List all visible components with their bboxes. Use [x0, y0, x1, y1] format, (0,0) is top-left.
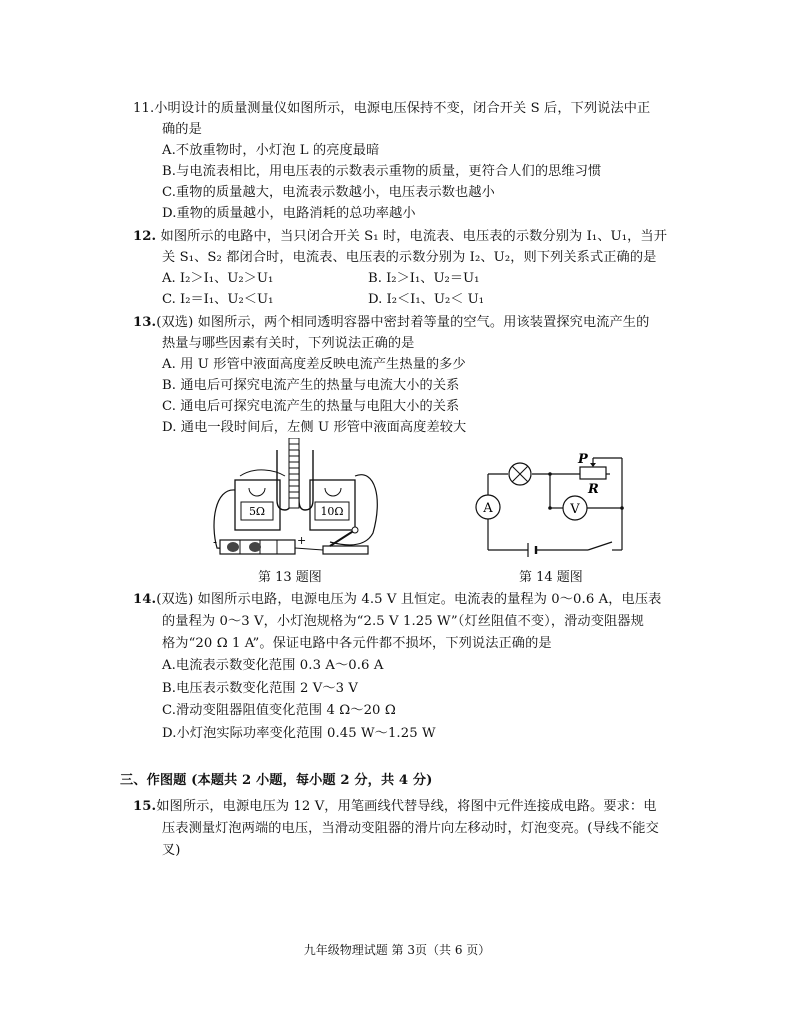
q14-option-d: D.小灯泡实际功率变化范围 0.45 W～1.25 W: [162, 726, 436, 741]
fig13-plus-sign: +: [297, 534, 307, 547]
page-footer: 九年级物理试题 第 3页（共 6 页）: [303, 943, 491, 957]
q11-option-d: D.重物的质量越小，电路消耗的总功率越小: [162, 206, 416, 221]
q14-text1: (双选) 如图所示电路，电源电压为 4.5 V 且恒定。电流表的量程为 0～0.6 A，电压表: [156, 592, 662, 607]
q12-number: 12.: [133, 229, 157, 244]
q11-line2: 确的是: [162, 122, 202, 137]
fig13-wire-top-left: [240, 470, 285, 476]
q15-number: 15.: [133, 799, 157, 814]
fig13-r2-label: 10Ω: [320, 505, 344, 518]
q12-line1: [133, 227, 667, 247]
q14-option-c: C.滑动变阻器阻值变化范围 4 Ω～20 Ω: [162, 703, 396, 718]
q15-line3: 叉): [162, 843, 181, 858]
q11-option-c: C.重物的质量越大，电流表示数越小，电压表示数也越小: [162, 185, 495, 200]
q14-line3: 格为“20 Ω 1 A”。保证电路中各元件都不损坏，下列说法正确的是: [162, 636, 552, 651]
q13-number: 13.: [133, 315, 157, 330]
q15-line1: [133, 797, 657, 817]
q13-text1: (双选) 如图所示，两个相同透明容器中密封着等量的空气。用该装置探究电流产生的: [156, 315, 650, 330]
q15-text1: 如图所示，电源电压为 12 V，用笔画线代替导线，将图中元件连接成电路。要求：电: [156, 799, 657, 814]
fig14-switch: [588, 542, 612, 550]
q11-option-b: B.与电流表相比，用电压表的示数表示重物的质量，更符合人们的思维习惯: [162, 164, 602, 179]
q14-line2: 的量程为 0～3 V，小灯泡规格为“2.5 V 1.25 W”（灯丝阻值不变），滑动变阻器规: [162, 614, 644, 629]
q13-option-c: C. 通电后可探究电流产生的热量与电阻大小的关系: [162, 399, 460, 414]
q13-option-b: B. 通电后可探究电流产生的热量与电流大小的关系: [162, 378, 460, 393]
fig13-battery-cap-2: [249, 542, 261, 552]
q11-option-a: A.不放重物时，小灯泡 L 的亮度最暗: [162, 143, 380, 158]
fig14-voltmeter-label: V: [570, 502, 580, 517]
fig14-r-label: R: [588, 482, 599, 497]
section-3-title: 三、作图题 (本题共 2 小题，每小题 2 分，共 4 分): [120, 773, 433, 788]
fig13-r1-label: 5Ω: [248, 505, 266, 518]
fig14-ammeter-label: A: [483, 501, 493, 516]
q14-option-a: A.电流表示数变化范围 0.3 A～0.6 A: [162, 658, 384, 673]
q12-option-a: A. I₂＞I₁、U₂＞U₁: [162, 271, 274, 286]
q12-text1: 如图所示的电路中，当只闭合开关 S₁ 时，电流表、电压表的示数分别为 I₁、U₁，当开: [160, 229, 668, 244]
fig13-wire-bottom: [295, 548, 323, 550]
fig13-minus-sign: -: [213, 535, 218, 549]
figure-13-apparatus: [205, 438, 385, 563]
q15-line2: 压表测量灯泡两端的电压，当滑动变阻器的滑片向左移动时，灯泡变亮。(导线不能交: [162, 821, 659, 836]
fig13-switch-base: [323, 546, 368, 554]
fig13-caption: 第 13 题图: [258, 570, 322, 585]
q13-line2: 热量与哪些因素有关时，下列说法正确的是: [162, 336, 415, 351]
fig14-caption: 第 14 题图: [519, 570, 583, 585]
fig13-battery-cap-1: [227, 542, 239, 552]
q12-line2: 关 S₁、S₂ 都闭合时，电流表、电压表的示数分别为 I₂、U₂，则下列关系式正确的是: [162, 250, 657, 265]
q14-option-b: B.电压表示数变化范围 2 V～3 V: [162, 681, 359, 696]
q12-option-c: C. I₂＝I₁、U₂＜U₁: [162, 292, 274, 307]
fig13-switch-handle: [352, 527, 358, 533]
figure-14-circuit: [470, 450, 635, 560]
q14-number: 14.: [133, 592, 157, 607]
q14-line1: [133, 590, 661, 610]
fig13-switch-blade: [330, 530, 355, 546]
q11-line1: 11.小明设计的质量测量仪如图所示，电源电压保持不变，闭合开关 S 后，下列说法中正: [133, 101, 651, 116]
q12-option-b: B. I₂＞I₁、U₂＝U₁: [368, 271, 480, 286]
fig14-p-label: P: [578, 452, 588, 467]
q13-option-a: A. 用 U 形管中液面高度差反映电流产生热量的多少: [162, 357, 466, 372]
fig14-rheostat: [580, 467, 606, 479]
q13-line1: [133, 313, 649, 333]
q12-option-d: D. I₂＜I₁、U₂＜ U₁: [368, 292, 485, 307]
q13-option-d: D. 通电一段时间后，左侧 U 形管中液面高度差较大: [162, 420, 467, 435]
